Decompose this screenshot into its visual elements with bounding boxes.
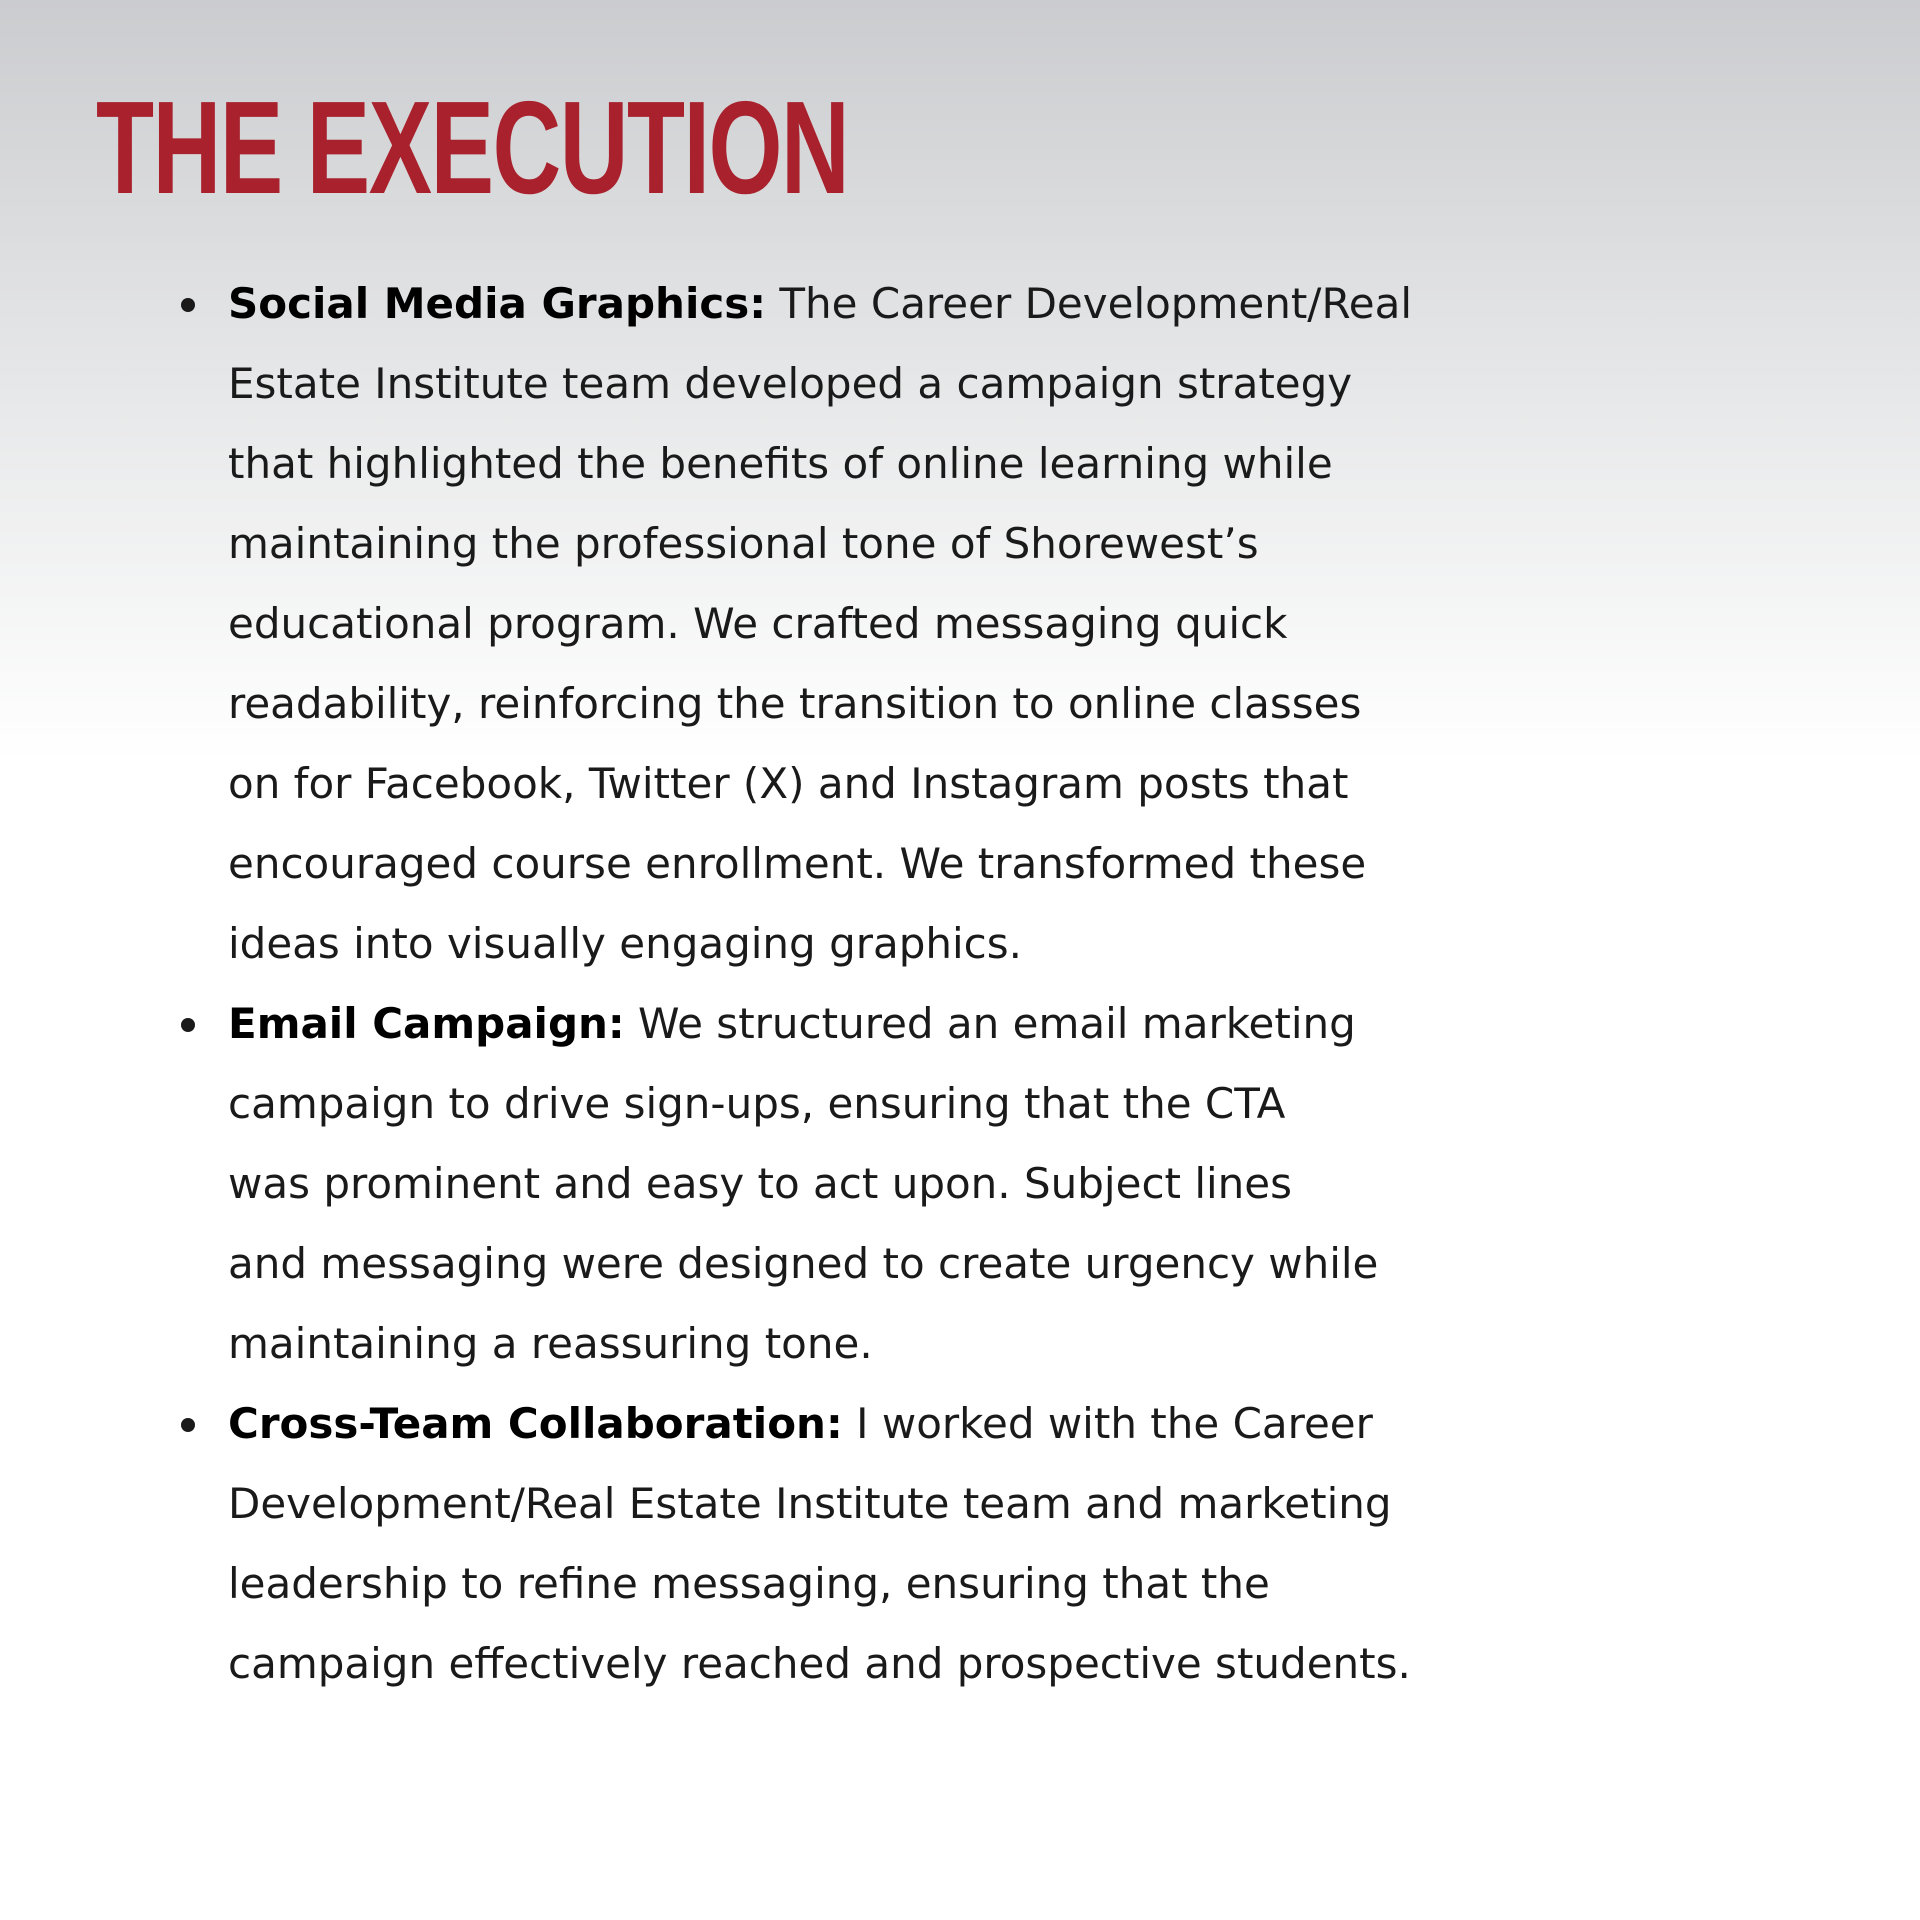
bullet-line: leadership to refine messaging, ensuring that the xyxy=(228,1559,1270,1608)
bullet-label: Email Campaign: xyxy=(228,999,625,1048)
bullet-text: I worked with the Career xyxy=(842,1399,1373,1448)
bullet-item-cross-team-collaboration xyxy=(228,1384,1628,1704)
bullet-line: on for Facebook, Twitter (X) and Instagram posts that xyxy=(228,759,1349,808)
bullet-line: educational program. We crafted messaging quick xyxy=(228,599,1288,648)
bullet-line xyxy=(228,264,1628,344)
bullet-line xyxy=(228,1384,1628,1464)
bullet-line: campaign to drive sign-ups, ensuring that the CTA xyxy=(228,1079,1286,1128)
bullet-dot-icon xyxy=(181,1418,195,1432)
execution-bullet-list xyxy=(228,264,1628,1704)
page-title: THE EXECUTION xyxy=(96,74,849,221)
bullet-text: We structured an email marketing xyxy=(624,999,1356,1048)
bullet-item-email-campaign xyxy=(228,984,1628,1384)
bullet-label: Social Media Graphics: xyxy=(228,279,767,328)
bullet-line: Development/Real Estate Institute team and marketing xyxy=(228,1479,1392,1528)
bullet-line: maintaining the professional tone of Shorewest’s xyxy=(228,519,1259,568)
bullet-text: The Career Development/Real xyxy=(766,279,1413,328)
bullet-line: campaign effectively reached and prospective students. xyxy=(228,1639,1411,1688)
bullet-line: and messaging were designed to create urgency while xyxy=(228,1239,1379,1288)
bullet-line: was prominent and easy to act upon. Subject lines xyxy=(228,1159,1293,1208)
bullet-item-social-media-graphics xyxy=(228,264,1628,984)
bullet-line xyxy=(228,984,1628,1064)
bullet-line: maintaining a reassuring tone. xyxy=(228,1319,873,1368)
bullet-line: encouraged course enrollment. We transformed these xyxy=(228,839,1367,888)
bullet-line: Estate Institute team developed a campaign strategy xyxy=(228,359,1353,408)
bullet-label: Cross-Team Collaboration: xyxy=(228,1399,843,1448)
bullet-line: that highlighted the benefits of online learning while xyxy=(228,439,1333,488)
bullet-dot-icon xyxy=(181,298,195,312)
bullet-line: readability, reinforcing the transition to online classes xyxy=(228,679,1362,728)
bullet-line: ideas into visually engaging graphics. xyxy=(228,919,1023,968)
bullet-dot-icon xyxy=(181,1018,195,1032)
